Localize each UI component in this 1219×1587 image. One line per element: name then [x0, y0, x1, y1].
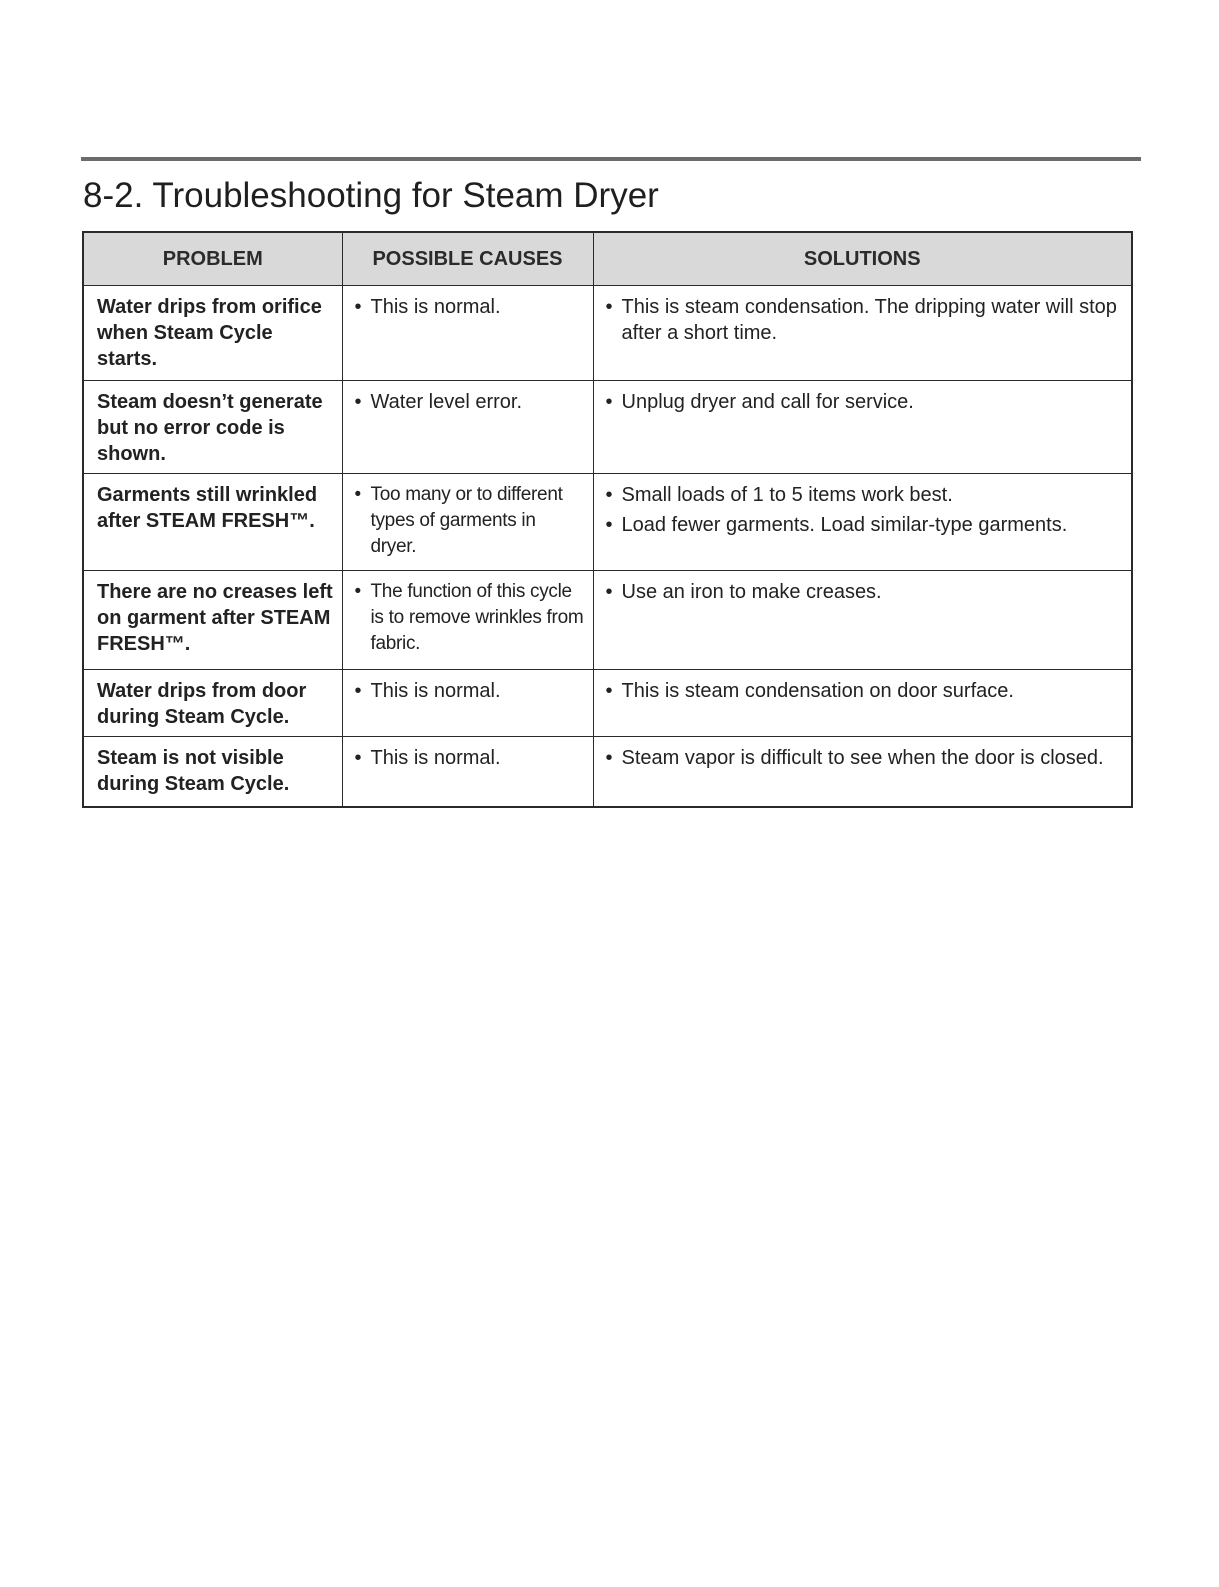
- solution-cell: [593, 670, 1132, 737]
- header-solutions: SOLUTIONS: [593, 232, 1132, 286]
- solution-item: • Use an iron to make creases.: [606, 579, 1124, 605]
- cause-item: • This is normal.: [355, 294, 585, 320]
- solution-item: • Steam vapor is difficult to see when the door is closed.: [606, 745, 1124, 771]
- cause-cell: [342, 286, 593, 381]
- solution-cell: [593, 737, 1132, 808]
- cause-cell: [342, 670, 593, 737]
- header-possible-causes: POSSIBLE CAUSES: [342, 232, 593, 286]
- table-header-row: [83, 232, 1132, 286]
- table-row: [83, 286, 1132, 381]
- problem-cell: Garments still wrinkled after STEAM FRESH™.: [83, 474, 342, 571]
- cause-item: • Too many or to different types of garments in dryer.: [355, 482, 585, 560]
- troubleshooting-table: [82, 231, 1133, 808]
- solution-cell: [593, 381, 1132, 474]
- problem-cell: There are no creases left on garment after STEAM FRESH™.: [83, 571, 342, 670]
- problem-cell: Water drips from orifice when Steam Cycle starts.: [83, 286, 342, 381]
- table-row: [83, 571, 1132, 670]
- cause-cell: [342, 474, 593, 571]
- cause-cell: [342, 381, 593, 474]
- solution-item: • This is steam condensation on door surface.: [606, 678, 1124, 704]
- section-divider: [81, 157, 1141, 161]
- cause-item: • The function of this cycle is to remove wrinkles from fabric.: [355, 579, 585, 657]
- solution-item: • Unplug dryer and call for service.: [606, 389, 1124, 415]
- cause-cell: [342, 737, 593, 808]
- problem-cell: Steam doesn’t generate but no error code is shown.: [83, 381, 342, 474]
- solution-item: • Small loads of 1 to 5 items work best.: [606, 482, 1124, 508]
- table-row: [83, 670, 1132, 737]
- solution-item: • Load fewer garments. Load similar-type garments.: [606, 512, 1124, 538]
- problem-cell: Steam is not visible during Steam Cycle.: [83, 737, 342, 808]
- page-title: 8-2. Troubleshooting for Steam Dryer: [83, 176, 659, 215]
- problem-cell: Water drips from door during Steam Cycle.: [83, 670, 342, 737]
- cause-item: • This is normal.: [355, 678, 585, 704]
- solution-item: • This is steam condensation. The dripping water will stop after a short time.: [606, 294, 1124, 346]
- solution-cell: [593, 571, 1132, 670]
- cause-item: • Water level error.: [355, 389, 585, 415]
- header-problem: PROBLEM: [83, 232, 342, 286]
- cause-cell: [342, 571, 593, 670]
- table-row: [83, 474, 1132, 571]
- cause-item: • This is normal.: [355, 745, 585, 771]
- solution-cell: [593, 474, 1132, 571]
- table-row: [83, 381, 1132, 474]
- solution-cell: [593, 286, 1132, 381]
- table-row: [83, 737, 1132, 808]
